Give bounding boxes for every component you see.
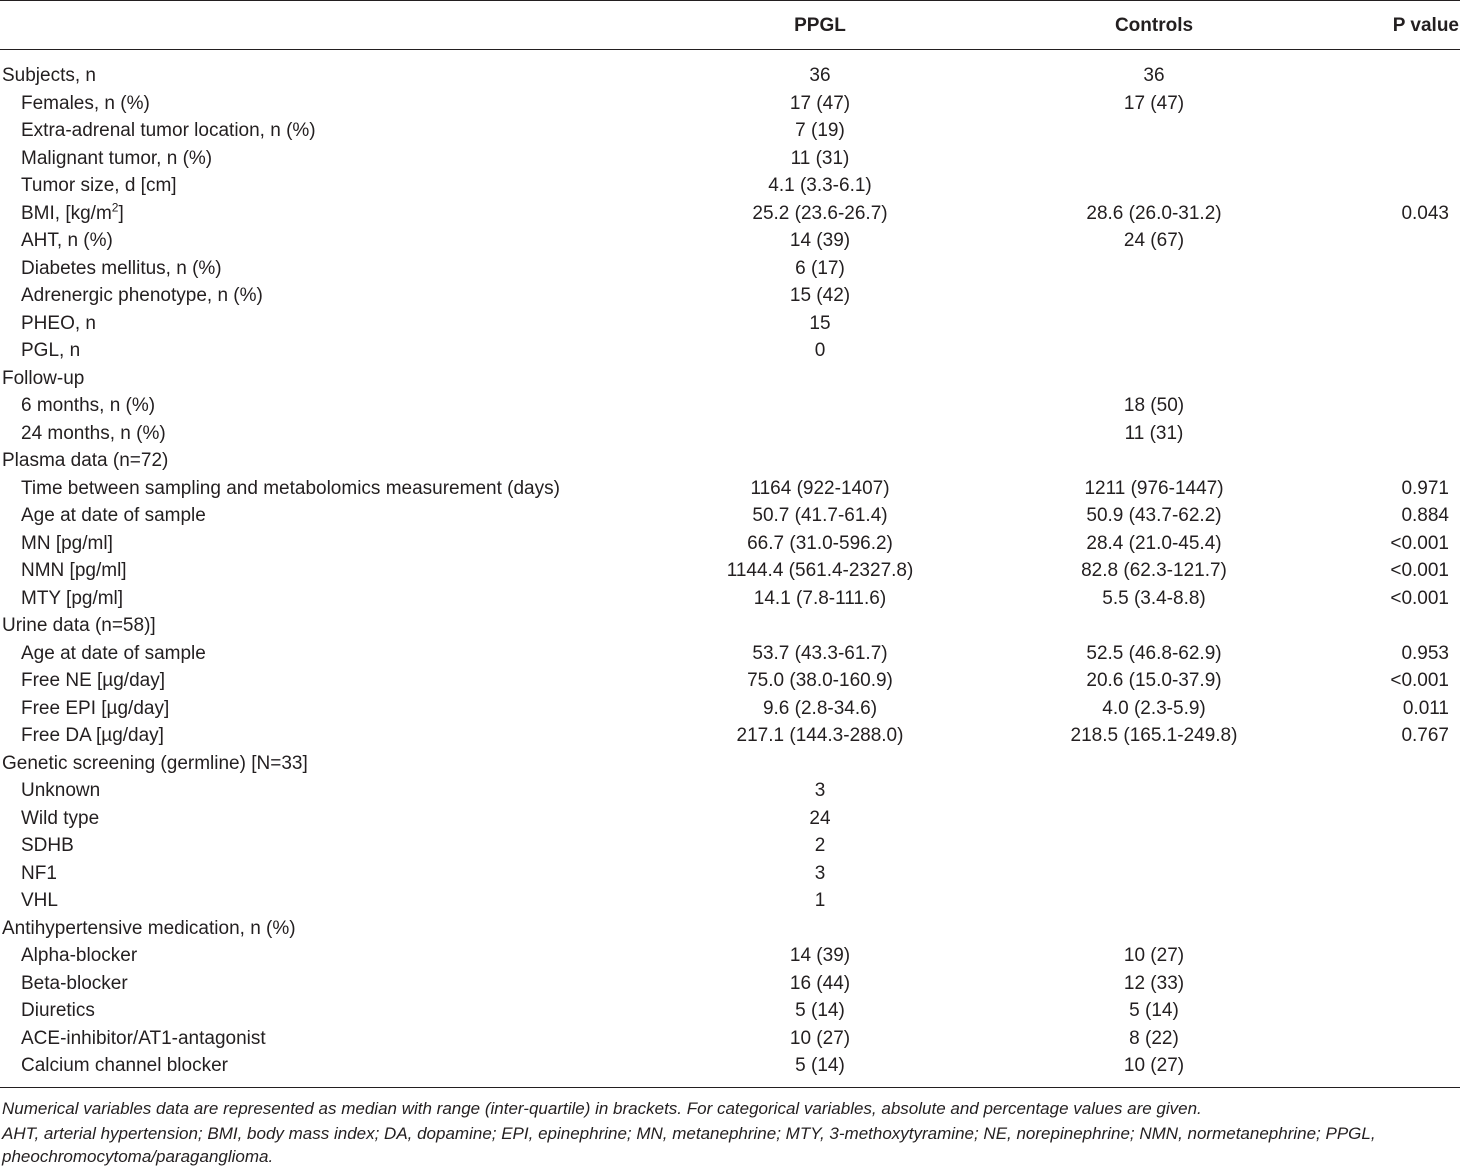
- cell-p-value: 0.971: [1401, 477, 1449, 499]
- table-row: [0, 530, 1460, 558]
- row-label: ACE-inhibitor/AT1-antagonist: [21, 1027, 266, 1049]
- row-label: VHL: [21, 890, 58, 911]
- cell-controls: 28.4 (21.0-45.4): [1086, 532, 1222, 554]
- cell-ppgl: 5 (14): [795, 1000, 845, 1021]
- row-label: Follow-up: [2, 367, 85, 389]
- row-label: NF1: [21, 862, 57, 884]
- cell-controls: 4.0 (2.3-5.9): [1102, 697, 1206, 719]
- cell-ppgl: 1144.4 (561.4-2327.8): [726, 560, 914, 581]
- cell-ppgl: 1164 (922-1407): [750, 477, 890, 499]
- cell-controls: 20.6 (15.0-37.9): [1086, 670, 1222, 691]
- table-row: [0, 310, 1460, 338]
- table-row: [0, 475, 1460, 503]
- cell-ppgl: 9.6 (2.8-34.6): [762, 697, 878, 719]
- table-header-rule: [0, 49, 1460, 50]
- cell-controls: 18 (50): [1123, 395, 1185, 416]
- cell-controls: 10 (27): [1123, 1055, 1185, 1076]
- cell-controls: 8 (22): [1129, 1027, 1179, 1049]
- cell-ppgl: 15: [809, 312, 831, 334]
- cell-controls: 1211 (976-1447): [1084, 477, 1224, 499]
- table-row: [0, 90, 1460, 118]
- cell-ppgl: 1: [814, 890, 826, 911]
- footnote-statistics: Numerical variables data are represented as median with range (inter-quartile) in brackets. For categorical variables, absolute and percentage values are given.: [2, 1099, 1202, 1118]
- table-row: [0, 502, 1460, 530]
- table-row: [0, 997, 1460, 1025]
- row-label: Free NE [µg/day]: [21, 670, 166, 691]
- row-label: Alpha-blocker: [21, 945, 138, 966]
- table-row: [0, 200, 1460, 228]
- cell-controls: 11 (31): [1124, 422, 1184, 444]
- footnote-abbreviations: AHT, arterial hypertension; BMI, body mass index; DA, dopamine; EPI, epinephrine; MN, metanephrine; MTY, 3-methoxytyramine; NE, norepinephrine; NMN, normetanephrine; PPGL, pheochromocytoma/paraganglioma.: [2, 1124, 1376, 1166]
- cell-controls: 50.9 (43.7-62.2): [1086, 505, 1222, 526]
- table-row: [0, 805, 1460, 833]
- table-row: [0, 365, 1460, 393]
- row-label: Malignant tumor, n (%): [21, 147, 213, 169]
- cell-p-value: <0.001: [1390, 587, 1449, 609]
- row-label: NMN [pg/ml]: [21, 560, 127, 581]
- cell-ppgl: 6 (17): [795, 257, 845, 279]
- cell-controls: 52.5 (46.8-62.9): [1086, 642, 1222, 664]
- row-label: Antihypertensive medication, n (%): [2, 917, 296, 939]
- cell-p-value: <0.001: [1390, 560, 1449, 581]
- cell-ppgl: 25.2 (23.6-26.7): [752, 202, 888, 224]
- table-row: [0, 860, 1460, 888]
- table-row: [0, 172, 1460, 200]
- table-row: [0, 640, 1460, 668]
- table-row: [0, 750, 1460, 778]
- cell-p-value: 0.043: [1401, 202, 1449, 224]
- cell-ppgl: 17 (47): [789, 92, 851, 114]
- cell-controls: 36: [1143, 65, 1165, 86]
- cell-ppgl: 11 (31): [790, 147, 850, 169]
- cell-p-value: 0.011: [1402, 697, 1449, 719]
- row-label: 6 months, n (%): [21, 395, 156, 416]
- cell-ppgl: 217.1 (144.3-288.0): [736, 725, 904, 746]
- table-row: [0, 887, 1460, 915]
- cell-controls: 12 (33): [1123, 972, 1185, 994]
- table-row: [0, 832, 1460, 860]
- row-label: Females, n (%): [21, 92, 150, 114]
- cell-p-value: 0.767: [1401, 725, 1449, 746]
- cell-ppgl: 50.7 (41.7-61.4): [752, 505, 888, 526]
- table-row: [0, 227, 1460, 255]
- cell-ppgl: 3: [814, 862, 826, 884]
- cell-controls: 24 (67): [1123, 230, 1185, 251]
- table-row: [0, 1025, 1460, 1053]
- column-header-ppgl: PPGL: [794, 15, 846, 36]
- row-label: Adrenergic phenotype, n (%): [21, 285, 263, 306]
- cell-ppgl: 0: [814, 340, 826, 361]
- row-label: Plasma data (n=72): [2, 450, 169, 471]
- cell-ppgl: 15 (42): [789, 285, 851, 306]
- row-label: Extra-adrenal tumor location, n (%): [21, 120, 316, 141]
- table-row: [0, 392, 1460, 420]
- row-label: BMI, $[kg/m^2]$: [21, 200, 124, 224]
- cell-p-value: <0.001: [1390, 670, 1449, 691]
- cell-ppgl: 2: [814, 835, 826, 856]
- cell-controls: 5 (14): [1129, 1000, 1179, 1021]
- row-label: Tumor size, d [cm]: [21, 175, 177, 196]
- row-label: Time between sampling and metabolomics measurement (days): [21, 477, 560, 499]
- table-row: [0, 585, 1460, 613]
- cell-ppgl: 16 (44): [789, 972, 851, 994]
- cell-ppgl: 53.7 (43.3-61.7): [752, 642, 888, 664]
- table-row: [0, 777, 1460, 805]
- row-label: Urine data (n=58)]: [2, 615, 156, 636]
- column-header-controls: Controls: [1114, 15, 1194, 36]
- row-label: Diuretics: [21, 1000, 95, 1021]
- cell-ppgl: 14 (39): [789, 945, 851, 966]
- row-label: Diabetes mellitus, n (%): [21, 257, 222, 279]
- row-label: Unknown: [21, 780, 101, 801]
- cell-ppgl: 66.7 (31.0-596.2): [747, 532, 893, 554]
- table-row: [0, 1052, 1460, 1080]
- cell-controls: 218.5 (165.1-249.8): [1070, 725, 1238, 746]
- table-row: [0, 667, 1460, 695]
- cell-controls: 82.8 (62.3-121.7): [1081, 560, 1227, 581]
- column-header-p-value: P value: [1392, 15, 1459, 36]
- table-row: [0, 557, 1460, 585]
- cell-ppgl: 3: [814, 780, 826, 801]
- row-label: MN [pg/ml]: [21, 532, 113, 554]
- row-label: Subjects, n: [2, 65, 96, 86]
- table-row: [0, 612, 1460, 640]
- row-label: Age at date of sample: [21, 642, 206, 664]
- cell-ppgl: 4.1 (3.3-6.1): [768, 175, 872, 196]
- cell-ppgl: 14.1 (7.8-111.6): [753, 587, 887, 609]
- row-label: MTY [pg/ml]: [21, 587, 124, 609]
- cell-p-value: 0.884: [1401, 505, 1449, 526]
- table-row: [0, 117, 1460, 145]
- cell-ppgl: 5 (14): [795, 1055, 845, 1076]
- cell-ppgl: 24: [809, 807, 831, 829]
- table-row: [0, 970, 1460, 998]
- table-row: [0, 447, 1460, 475]
- row-label: Wild type: [21, 807, 100, 829]
- table-body: [0, 62, 1460, 1080]
- row-label: PHEO, n: [21, 312, 96, 334]
- row-label: 24 months, n (%): [21, 422, 166, 444]
- table-row: [0, 722, 1460, 750]
- cell-ppgl: 14 (39): [789, 230, 851, 251]
- row-label: SDHB: [21, 835, 74, 856]
- row-label: Beta-blocker: [21, 972, 128, 994]
- table-row: [0, 255, 1460, 283]
- cell-controls: 10 (27): [1123, 945, 1185, 966]
- cell-p-value: 0.953: [1401, 642, 1449, 664]
- row-label: PGL, n: [21, 340, 81, 361]
- cell-ppgl: 36: [809, 65, 831, 86]
- cell-controls: 28.6 (26.0-31.2): [1086, 202, 1222, 224]
- row-label: Age at date of sample: [21, 505, 206, 526]
- table-row: [0, 282, 1460, 310]
- cell-controls: 5.5 (3.4-8.8): [1102, 587, 1206, 609]
- cell-ppgl: 7 (19): [795, 120, 845, 141]
- row-label: Free DA [µg/day]: [21, 725, 164, 746]
- cell-ppgl: 75.0 (38.0-160.9): [747, 670, 893, 691]
- row-label: Genetic screening (germline) [N=33]: [2, 752, 308, 774]
- cell-p-value: <0.001: [1390, 532, 1449, 554]
- row-label: Free EPI [µg/day]: [21, 697, 170, 719]
- table-row: [0, 915, 1460, 943]
- row-label: AHT, n (%): [21, 230, 113, 251]
- table-row: [0, 337, 1460, 365]
- table-row: [0, 420, 1460, 448]
- table-row: [0, 942, 1460, 970]
- table-top-rule: [0, 0, 1460, 1]
- cell-controls: 17 (47): [1123, 92, 1185, 114]
- row-label: Calcium channel blocker: [21, 1055, 228, 1076]
- table-row: [0, 62, 1460, 90]
- table-row: [0, 695, 1460, 723]
- cell-ppgl: 10 (27): [789, 1027, 851, 1049]
- table-bottom-rule: [0, 1087, 1460, 1088]
- table-row: [0, 145, 1460, 173]
